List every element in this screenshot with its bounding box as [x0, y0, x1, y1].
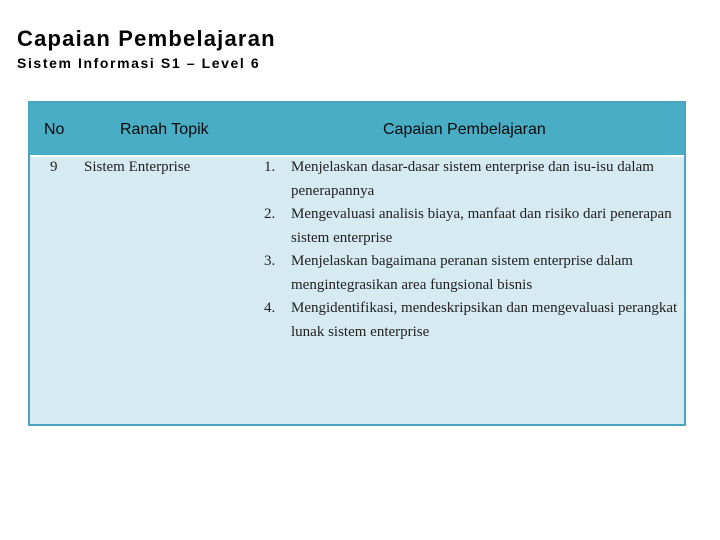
outcome-item	[262, 250, 682, 297]
cell-topic: Sistem Enterprise	[84, 159, 191, 175]
column-header-outcomes: Capaian Pembelajaran	[383, 121, 546, 138]
outcome-text: Mengevaluasi analisis biaya, manfaat dan risiko dari penerapan sistem enterprise	[291, 206, 672, 246]
cell-no: 9	[50, 159, 58, 175]
column-header-topic: Ranah Topik	[120, 121, 209, 138]
learning-outcomes-table	[28, 101, 686, 426]
outcome-text: Menjelaskan dasar-dasar sistem enterprise dan isu-isu dalam penerapannya	[291, 159, 654, 199]
page-subtitle: Sistem Informasi S1 – Level 6	[17, 55, 261, 71]
column-header-no: No	[44, 121, 65, 138]
outcome-item	[262, 297, 682, 344]
outcome-number: 4.	[264, 300, 276, 316]
outcome-text: Mengidentifikasi, mendeskripsikan dan mengevaluasi perangkat lunak sistem enterprise	[291, 300, 678, 340]
outcome-number: 3.	[264, 253, 276, 269]
outcome-number: 1.	[264, 159, 276, 175]
outcome-number: 2.	[264, 206, 276, 222]
table-header	[30, 103, 684, 157]
outcomes-list	[262, 156, 682, 344]
outcome-item	[262, 156, 682, 203]
page-title: Capaian Pembelajaran	[17, 26, 276, 51]
outcome-item	[262, 203, 682, 250]
outcome-text: Menjelaskan bagaimana peranan sistem enterprise dalam mengintegrasikan area fungsional bisnis	[291, 253, 633, 293]
